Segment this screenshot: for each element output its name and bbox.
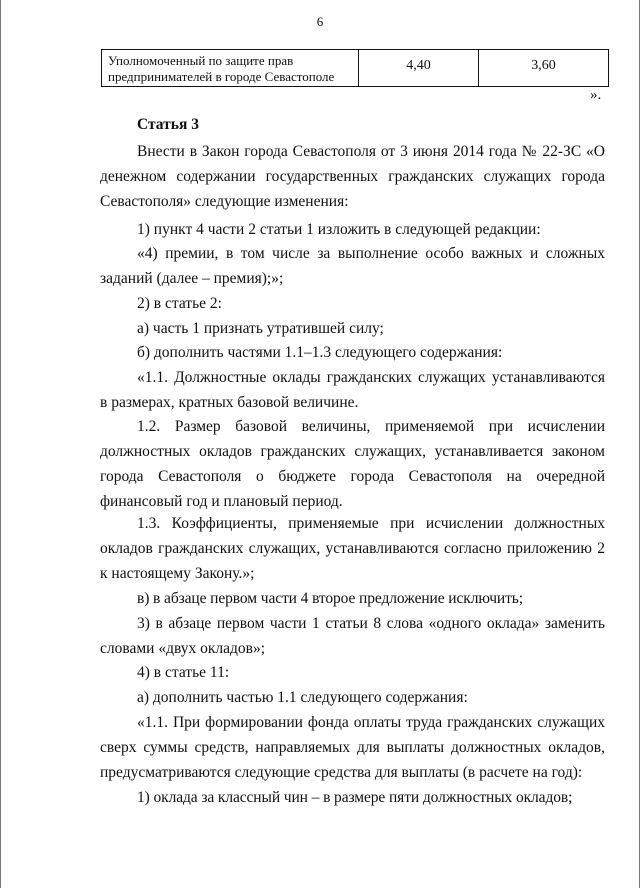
paragraph-sub-b: б) дополнить частями 1.1–1.3 следующего содержания: <box>137 344 503 361</box>
article-heading: Статья 3 <box>137 116 199 133</box>
paragraph-intro: Внести в Закон города Севастополя от 3 июня 2014 года № 22-ЗС «О денежном содержании государственных гражданских служащих города Севастополя» следующие изменения: <box>100 143 605 210</box>
paragraph-sub-a-2: а) дополнить частью 1.1 следующего содержания: <box>137 689 468 706</box>
paragraph-sub-a: а) часть 1 признать утратившей силу; <box>137 320 384 337</box>
paragraph-sub-v: в) в абзаце первом части 4 второе предложение исключить; <box>137 590 523 607</box>
paragraph-1-1: «1.1. Должностные оклады гражданских служащих устанавливаются в размерах, кратных базовой величине. <box>100 369 605 411</box>
paragraph-item-2: 2) в статье 2: <box>137 295 222 312</box>
paragraph-class-rank: 1) оклада за классный чин – в размере пяти должностных окладов; <box>137 789 573 806</box>
closing-quote: ». <box>590 87 602 103</box>
paragraph-quote-premium: «4) премии, в том числе за выполнение особо важных и сложных заданий (далее – премия);»; <box>100 245 605 287</box>
paragraph-1-3: 1.3. Коэффициенты, применяемые при исчислении должностных окладов гражданских служащих, устанавливаются согласно приложению 2 к настоящему Закону.»; <box>100 515 605 582</box>
table-cell-coefficient-1: 4,40 <box>359 50 479 86</box>
paragraph-1-2: 1.2. Размер базовой величины, применяемой при исчислении должностных окладов гражданских служащих, устанавливается законом города Севастополя о бюджете города Севастополя на очередной финансовый год и плановый период. <box>100 418 605 510</box>
paragraph-item-4: 4) в статье 11: <box>137 664 230 681</box>
scan-left-edge <box>0 0 1 888</box>
paragraph-1-1-fund: «1.1. При формировании фонда оплаты труда гражданских служащих сверх суммы средств, направляемых для выплаты должностных окладов, предусматриваются следующие средства для выплаты (в расчете на год): <box>100 714 605 781</box>
page-number: 6 <box>316 14 324 29</box>
paragraph-item-3: 3) в абзаце первом части 1 статьи 8 слова «одного оклада» заменить словами «двух окладов»; <box>100 615 605 657</box>
table-cell-coefficient-2: 3,60 <box>531 58 556 73</box>
paragraph-item-1: 1) пункт 4 части 2 статьи 1 изложить в следующей редакции: <box>137 221 541 238</box>
table-cell-position: Уполномоченный по защите прав предпринимателей в городе Севастополе <box>102 50 359 86</box>
salary-coefficient-table <box>101 49 609 87</box>
